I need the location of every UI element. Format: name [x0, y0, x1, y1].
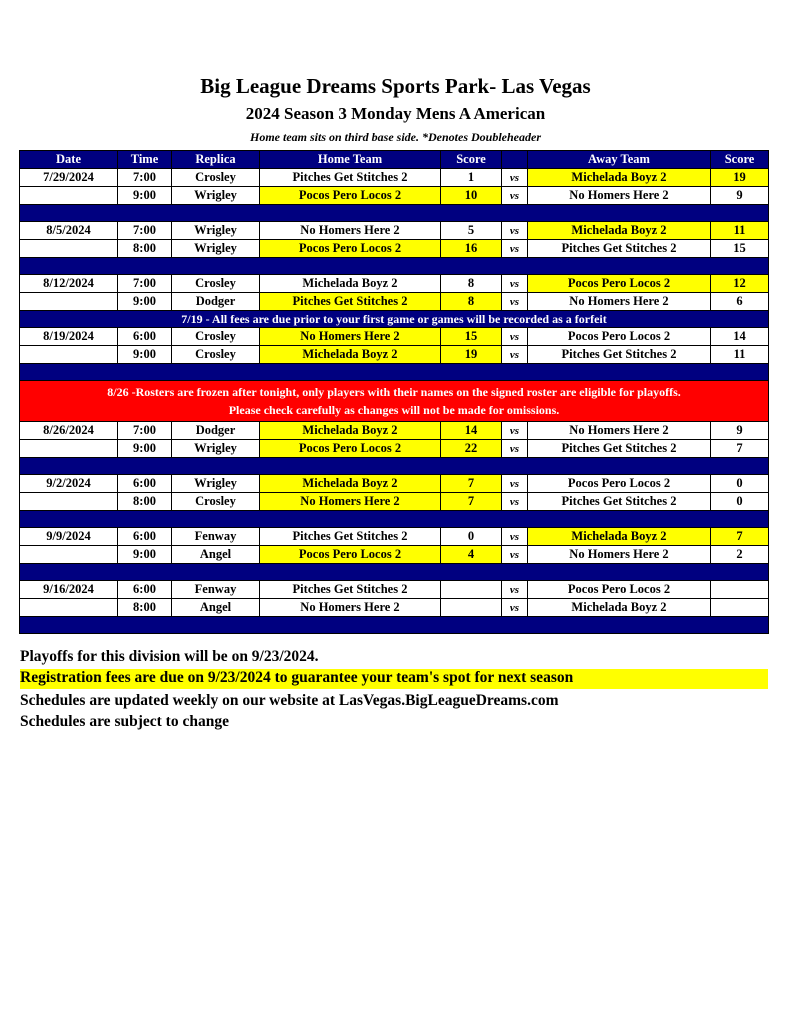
vs-label: vs	[502, 581, 528, 599]
home-team: Michelada Boyz 2	[260, 422, 441, 440]
game-date	[20, 346, 118, 364]
away-team: No Homers Here 2	[528, 546, 711, 564]
game-field: Angel	[172, 546, 260, 564]
game-row	[20, 169, 769, 187]
away-team: Pitches Get Stitches 2	[528, 240, 711, 258]
home-team: Pocos Pero Locos 2	[260, 546, 441, 564]
game-date	[20, 599, 118, 617]
game-date	[20, 493, 118, 511]
roster-notice-cell	[20, 381, 769, 422]
schedule-table	[19, 150, 769, 634]
separator-row	[20, 564, 769, 581]
away-score	[711, 599, 769, 617]
home-score: 4	[441, 546, 502, 564]
home-team: Pitches Get Stitches 2	[260, 169, 441, 187]
game-date	[20, 240, 118, 258]
home-score: 7	[441, 475, 502, 493]
schedule-body	[20, 151, 769, 634]
away-team: No Homers Here 2	[528, 187, 711, 205]
home-score: 15	[441, 328, 502, 346]
away-team: Pocos Pero Locos 2	[528, 328, 711, 346]
game-row	[20, 528, 769, 546]
website-note: Schedules are updated weekly on our website at LasVegas.BigLeagueDreams.com	[20, 692, 559, 709]
vs-label: vs	[502, 187, 528, 205]
away-score	[711, 581, 769, 599]
game-row	[20, 346, 769, 364]
away-score: 0	[711, 475, 769, 493]
roster-notice-row	[20, 381, 769, 422]
game-field: Crosley	[172, 328, 260, 346]
page-subtitle: 2024 Season 3 Monday Mens A American	[245, 104, 546, 123]
fee-notice-text: 7/19 - All fees are due prior to your first game or games will be recorded as a forfeit	[20, 311, 769, 328]
roster-notice-line-2: Please check carefully as changes will not be made for omissions.	[228, 403, 560, 417]
game-time: 6:00	[118, 328, 172, 346]
vs-label: vs	[502, 599, 528, 617]
game-time: 7:00	[118, 422, 172, 440]
separator-cell	[20, 458, 769, 475]
home-score: 19	[441, 346, 502, 364]
game-row	[20, 328, 769, 346]
separator-row	[20, 364, 769, 381]
away-score: 0	[711, 493, 769, 511]
game-time: 9:00	[118, 440, 172, 458]
game-row	[20, 475, 769, 493]
game-row	[20, 599, 769, 617]
home-team: Michelada Boyz 2	[260, 346, 441, 364]
home-team: Pitches Get Stitches 2	[260, 528, 441, 546]
game-time: 7:00	[118, 275, 172, 293]
game-field: Fenway	[172, 581, 260, 599]
vs-label: vs	[502, 240, 528, 258]
registration-note: Registration fees are due on 9/23/2024 to guarantee your team's spot for next season	[20, 669, 768, 689]
game-date: 9/2/2024	[20, 475, 118, 493]
home-team: Michelada Boyz 2	[260, 475, 441, 493]
away-score: 7	[711, 528, 769, 546]
game-time: 6:00	[118, 581, 172, 599]
separator-cell	[20, 564, 769, 581]
game-field: Crosley	[172, 493, 260, 511]
game-row	[20, 293, 769, 311]
separator-cell	[20, 511, 769, 528]
vs-label: vs	[502, 169, 528, 187]
game-time: 8:00	[118, 493, 172, 511]
vs-label: vs	[502, 546, 528, 564]
home-team: Pocos Pero Locos 2	[260, 187, 441, 205]
game-field: Wrigley	[172, 187, 260, 205]
home-team: No Homers Here 2	[260, 493, 441, 511]
game-field: Dodger	[172, 422, 260, 440]
game-field: Crosley	[172, 346, 260, 364]
game-date: 8/12/2024	[20, 275, 118, 293]
game-date: 8/5/2024	[20, 222, 118, 240]
game-time: 9:00	[118, 346, 172, 364]
vs-label: vs	[502, 422, 528, 440]
header-away-team: Away Team	[528, 151, 711, 169]
home-team: Pocos Pero Locos 2	[260, 440, 441, 458]
game-date: 8/26/2024	[20, 422, 118, 440]
home-team: No Homers Here 2	[260, 599, 441, 617]
away-team: Michelada Boyz 2	[528, 222, 711, 240]
game-field: Wrigley	[172, 240, 260, 258]
away-score: 9	[711, 422, 769, 440]
game-row	[20, 493, 769, 511]
game-date: 8/19/2024	[20, 328, 118, 346]
home-team: Pocos Pero Locos 2	[260, 240, 441, 258]
away-team: Pocos Pero Locos 2	[528, 475, 711, 493]
separator-row	[20, 458, 769, 475]
away-score: 14	[711, 328, 769, 346]
game-time: 9:00	[118, 546, 172, 564]
home-team-note: Home team sits on third base side. *Denotes Doubleheader	[250, 130, 541, 144]
away-team: Pitches Get Stitches 2	[528, 440, 711, 458]
separator-row	[20, 205, 769, 222]
separator-cell	[20, 364, 769, 381]
vs-label: vs	[502, 493, 528, 511]
change-note: Schedules are subject to change	[20, 713, 229, 730]
game-row	[20, 440, 769, 458]
home-team: No Homers Here 2	[260, 222, 441, 240]
game-date: 7/29/2024	[20, 169, 118, 187]
away-team: Michelada Boyz 2	[528, 169, 711, 187]
separator-row	[20, 617, 769, 634]
game-time: 6:00	[118, 528, 172, 546]
home-score: 16	[441, 240, 502, 258]
game-row	[20, 187, 769, 205]
away-team: Pocos Pero Locos 2	[528, 275, 711, 293]
header-time: Time	[118, 151, 172, 169]
home-team: Michelada Boyz 2	[260, 275, 441, 293]
separator-row	[20, 258, 769, 275]
home-team: Pitches Get Stitches 2	[260, 581, 441, 599]
game-row	[20, 581, 769, 599]
game-date	[20, 293, 118, 311]
away-score: 9	[711, 187, 769, 205]
separator-cell	[20, 258, 769, 275]
game-row	[20, 546, 769, 564]
game-field: Dodger	[172, 293, 260, 311]
game-date	[20, 546, 118, 564]
away-team: No Homers Here 2	[528, 422, 711, 440]
home-score: 5	[441, 222, 502, 240]
home-score	[441, 599, 502, 617]
game-row	[20, 422, 769, 440]
game-time: 7:00	[118, 169, 172, 187]
away-team: No Homers Here 2	[528, 293, 711, 311]
home-score: 10	[441, 187, 502, 205]
game-field: Fenway	[172, 528, 260, 546]
home-score: 8	[441, 293, 502, 311]
home-team: No Homers Here 2	[260, 328, 441, 346]
game-time: 8:00	[118, 240, 172, 258]
game-date: 9/9/2024	[20, 528, 118, 546]
header-vs	[502, 151, 528, 169]
separator-cell	[20, 617, 769, 634]
game-time: 8:00	[118, 599, 172, 617]
away-score: 6	[711, 293, 769, 311]
vs-label: vs	[502, 275, 528, 293]
away-score: 11	[711, 222, 769, 240]
header-row	[20, 151, 769, 169]
home-score: 8	[441, 275, 502, 293]
home-score: 0	[441, 528, 502, 546]
game-time: 9:00	[118, 293, 172, 311]
game-time: 7:00	[118, 222, 172, 240]
away-team: Pitches Get Stitches 2	[528, 346, 711, 364]
vs-label: vs	[502, 528, 528, 546]
header-replica: Replica	[172, 151, 260, 169]
away-score: 19	[711, 169, 769, 187]
game-time: 9:00	[118, 187, 172, 205]
game-date: 9/16/2024	[20, 581, 118, 599]
vs-label: vs	[502, 293, 528, 311]
game-field: Crosley	[172, 169, 260, 187]
home-score: 14	[441, 422, 502, 440]
vs-label: vs	[502, 328, 528, 346]
away-team: Pocos Pero Locos 2	[528, 581, 711, 599]
game-field: Wrigley	[172, 222, 260, 240]
header-home-score: Score	[441, 151, 502, 169]
away-team: Pitches Get Stitches 2	[528, 493, 711, 511]
game-date	[20, 187, 118, 205]
away-score: 15	[711, 240, 769, 258]
fee-notice-row	[20, 311, 769, 328]
game-field: Angel	[172, 599, 260, 617]
away-team: Michelada Boyz 2	[528, 528, 711, 546]
home-score	[441, 581, 502, 599]
away-score: 7	[711, 440, 769, 458]
home-score: 1	[441, 169, 502, 187]
vs-label: vs	[502, 222, 528, 240]
home-score: 7	[441, 493, 502, 511]
header-home-team: Home Team	[260, 151, 441, 169]
vs-label: vs	[502, 475, 528, 493]
vs-label: vs	[502, 440, 528, 458]
game-date	[20, 440, 118, 458]
away-team: Michelada Boyz 2	[528, 599, 711, 617]
separator-row	[20, 511, 769, 528]
away-score: 12	[711, 275, 769, 293]
game-field: Wrigley	[172, 440, 260, 458]
vs-label: vs	[502, 346, 528, 364]
away-score: 11	[711, 346, 769, 364]
game-row	[20, 240, 769, 258]
game-row	[20, 222, 769, 240]
game-field: Crosley	[172, 275, 260, 293]
away-score: 2	[711, 546, 769, 564]
home-team: Pitches Get Stitches 2	[260, 293, 441, 311]
page-title: Big League Dreams Sports Park- Las Vegas	[200, 74, 591, 98]
roster-notice-line-1: 8/26 -Rosters are frozen after tonight, only players with their names on the signed roster are eligible for playoffs.	[107, 385, 681, 399]
game-time: 6:00	[118, 475, 172, 493]
game-row	[20, 275, 769, 293]
header-away-score: Score	[711, 151, 769, 169]
game-field: Wrigley	[172, 475, 260, 493]
home-score: 22	[441, 440, 502, 458]
playoffs-note: Playoffs for this division will be on 9/23/2024.	[20, 648, 319, 665]
separator-cell	[20, 205, 769, 222]
header-date: Date	[20, 151, 118, 169]
